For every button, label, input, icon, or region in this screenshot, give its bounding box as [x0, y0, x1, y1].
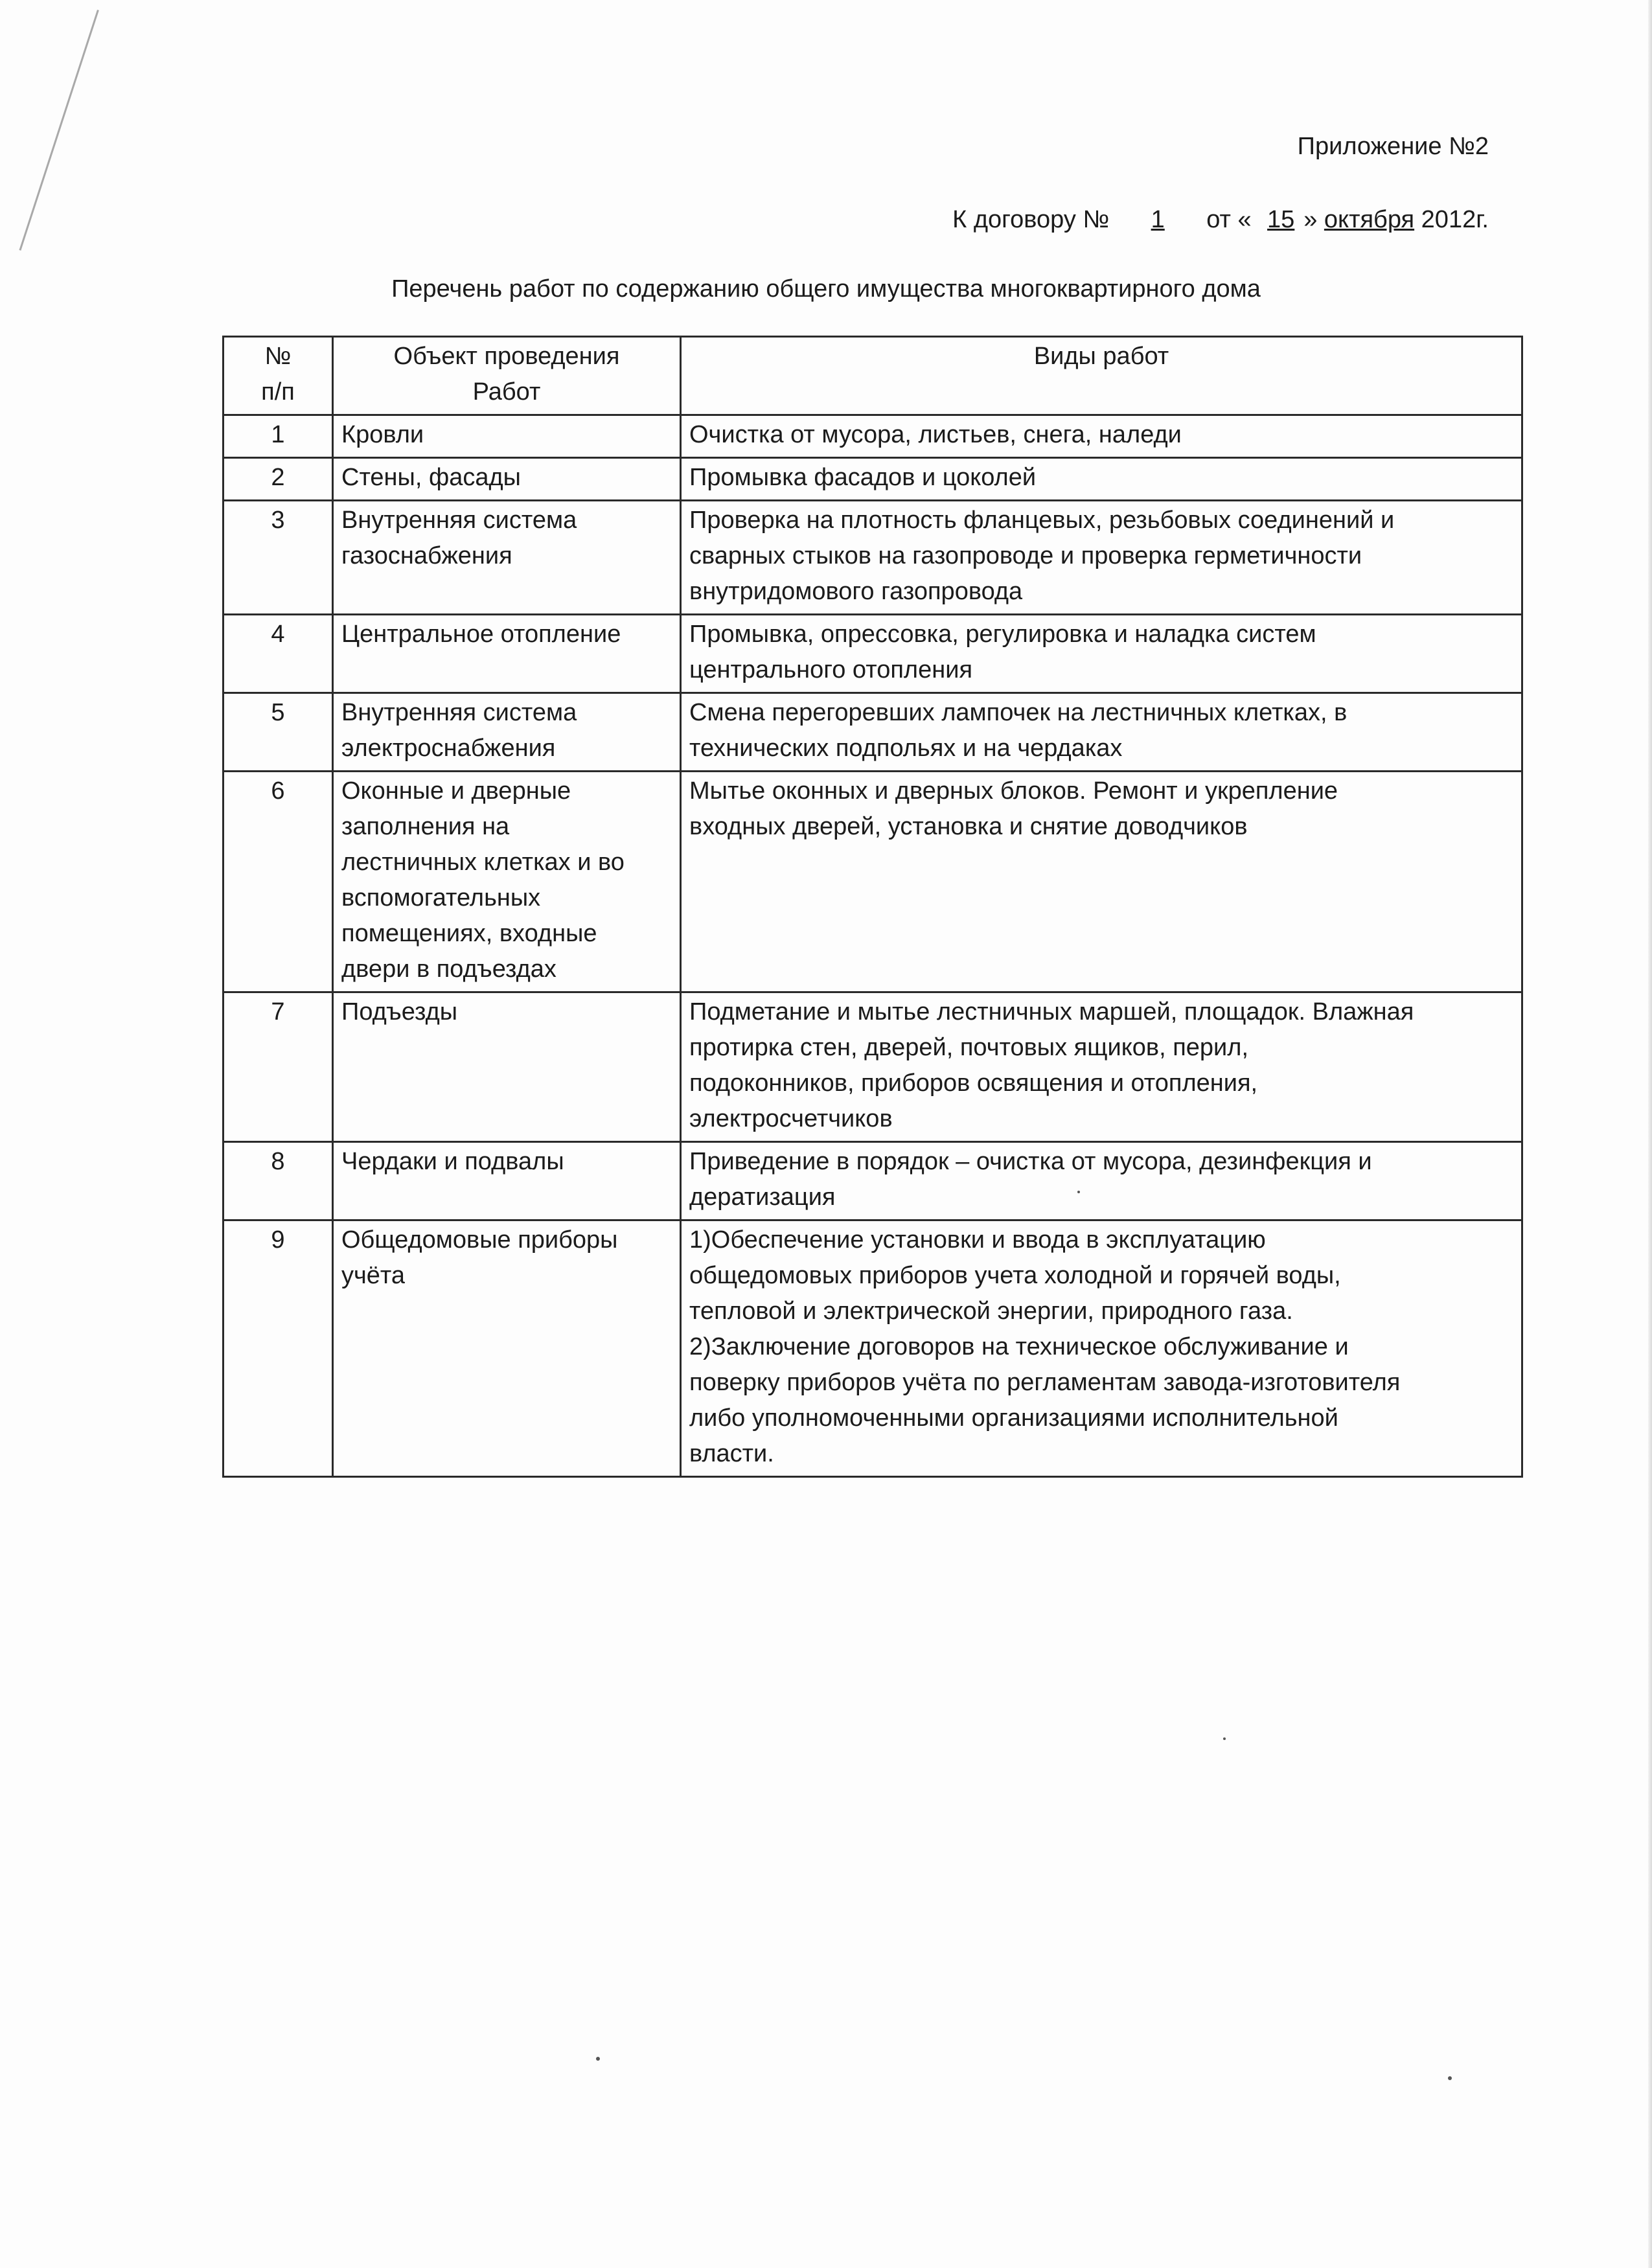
works-line: Проверка на плотность фланцевых, резьбовых соединений и: [689, 507, 1395, 534]
table-row: [224, 458, 1522, 501]
contract-month: октября: [1324, 206, 1415, 233]
row-number: 5: [224, 693, 333, 772]
row-number: 6: [224, 772, 333, 992]
works-line: центрального отопления: [689, 656, 973, 683]
appendix-label: Приложение №2: [1297, 133, 1489, 160]
contract-reference: [952, 206, 1489, 234]
object-line: вспомогательных: [341, 884, 541, 911]
object-line: заполнения на: [341, 813, 510, 840]
works-line: общедомовых приборов учета холодной и горячей воды,: [689, 1262, 1341, 1289]
object-line: Центральное отопление: [341, 621, 621, 648]
row-object: [333, 693, 681, 772]
works-line: Смена перегоревших лампочек на лестничных клетках, в: [689, 699, 1348, 726]
row-number: 2: [224, 458, 333, 501]
row-works: [681, 693, 1522, 772]
scan-speck: [596, 2057, 600, 2061]
row-number: 7: [224, 992, 333, 1142]
row-object: [333, 615, 681, 693]
contract-year: 2012г.: [1421, 206, 1489, 233]
object-line: Внутренняя система: [341, 507, 577, 534]
works-line: входных дверей, установка и снятие доводчиков: [689, 813, 1248, 840]
row-works: [681, 458, 1522, 501]
table-row: [224, 1142, 1522, 1220]
contract-prefix: К договору №: [952, 206, 1110, 233]
works-line: 1)Обеспечение установки и ввода в эксплуатацию: [689, 1226, 1266, 1254]
works-line: власти.: [689, 1440, 774, 1467]
object-line: учёта: [341, 1262, 406, 1289]
column-header-works: Виды работ: [681, 337, 1522, 415]
table-row: [224, 1220, 1522, 1477]
row-works: [681, 415, 1522, 458]
object-line: Внутренняя система: [341, 699, 577, 726]
row-object: [333, 992, 681, 1142]
object-line: газоснабжения: [341, 542, 512, 569]
column-header-number: № п/п: [224, 337, 333, 415]
contract-from: от «: [1206, 206, 1252, 233]
row-works: [681, 992, 1522, 1142]
object-line: лестничных клетках и во: [341, 849, 625, 876]
works-line: дератизация: [689, 1184, 836, 1211]
works-line: технических подпольях и на чердаках: [689, 735, 1123, 762]
row-works: [681, 772, 1522, 992]
table-row: [224, 772, 1522, 992]
row-object: [333, 1220, 681, 1477]
table-row: [224, 992, 1522, 1142]
scan-edge-shadow: [1648, 0, 1652, 2268]
object-line: Чердаки и подвалы: [341, 1148, 564, 1175]
works-line: Очистка от мусора, листьев, снега, наледи: [689, 421, 1182, 448]
scan-edge-line: [19, 10, 98, 251]
row-object: [333, 458, 681, 501]
works-line: подоконников, приборов освящения и отопления,: [689, 1070, 1258, 1097]
table-header-row: [224, 337, 1522, 415]
object-line: помещениях, входные: [341, 920, 597, 947]
row-works: [681, 615, 1522, 693]
table-row: [224, 415, 1522, 458]
row-works: [681, 1220, 1522, 1477]
contract-day: 15: [1267, 206, 1295, 233]
object-line: Оконные и дверные: [341, 777, 571, 805]
works-line: сварных стыков на газопроводе и проверка герметичности: [689, 542, 1362, 569]
column-header-object: Объект проведения Работ: [333, 337, 681, 415]
works-line: поверку приборов учёта по регламентам завода-изготовителя: [689, 1369, 1401, 1396]
row-object: [333, 772, 681, 992]
object-line: электроснабжения: [341, 735, 556, 762]
document-title: Перечень работ по содержанию общего имущества многоквартирного дома: [391, 275, 1261, 303]
scan-speck: [1448, 2076, 1452, 2080]
row-object: [333, 415, 681, 458]
row-works: [681, 501, 1522, 615]
works-line: Приведение в порядок – очистка от мусора, дезинфекция и: [689, 1148, 1372, 1175]
contract-number: 1: [1151, 206, 1165, 233]
works-line: тепловой и электрической энергии, природного газа.: [689, 1298, 1293, 1325]
object-line: Подъезды: [341, 998, 458, 1025]
works-line: Подметание и мытье лестничных маршей, площадок. Влажная: [689, 998, 1414, 1025]
works-line: 2)Заключение договоров на техническое обслуживание и: [689, 1333, 1349, 1360]
contract-close-quote: »: [1303, 206, 1318, 233]
object-line: Общедомовые приборы: [341, 1226, 618, 1254]
object-line: двери в подъездах: [341, 956, 556, 983]
row-object: [333, 501, 681, 615]
works-line: протирка стен, дверей, почтовых ящиков, перил,: [689, 1034, 1249, 1061]
row-number: 4: [224, 615, 333, 693]
works-table: [222, 336, 1523, 1478]
row-works: [681, 1142, 1522, 1220]
works-line: либо уполномоченными организациями исполнительной: [689, 1404, 1338, 1432]
row-number: 8: [224, 1142, 333, 1220]
scan-speck: [1223, 1737, 1226, 1740]
table-row: [224, 501, 1522, 615]
row-number: 3: [224, 501, 333, 615]
works-line: электросчетчиков: [689, 1105, 893, 1132]
object-line: Стены, фасады: [341, 464, 521, 491]
works-line: внутридомового газопровода: [689, 578, 1023, 605]
table-body: [224, 415, 1522, 1477]
works-line: Промывка, опрессовка, регулировка и наладка систем: [689, 621, 1316, 648]
row-number: 1: [224, 415, 333, 458]
works-line: Промывка фасадов и цоколей: [689, 464, 1037, 491]
works-line: Мытье оконных и дверных блоков. Ремонт и укрепление: [689, 777, 1338, 805]
table-row: [224, 615, 1522, 693]
row-number: 9: [224, 1220, 333, 1477]
row-object: [333, 1142, 681, 1220]
object-line: Кровли: [341, 421, 424, 448]
table-row: [224, 693, 1522, 772]
